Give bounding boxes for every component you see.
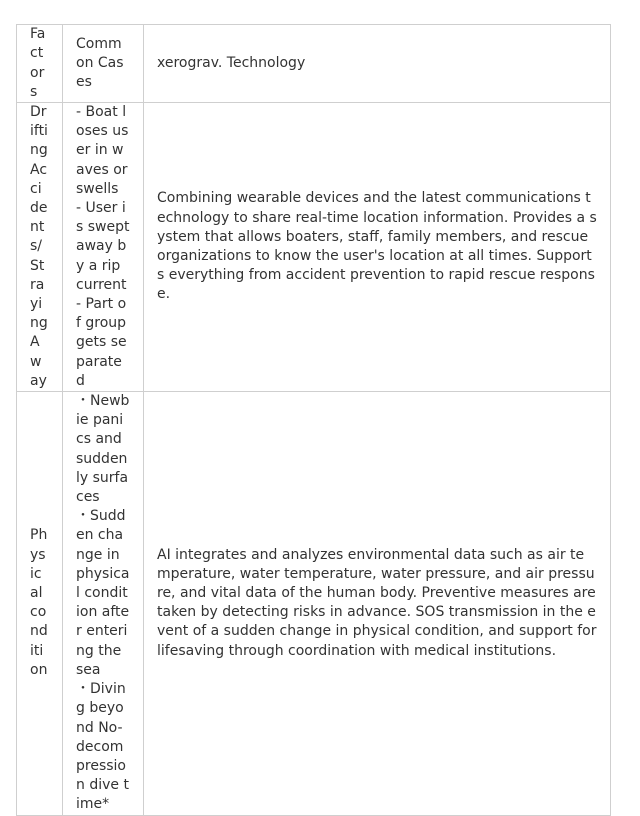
factors-table — [16, 24, 611, 816]
header-common-cases: Common Cases — [63, 25, 144, 103]
header-factors: Factors — [17, 25, 63, 103]
technology-cell: AI integrates and analyzes environmental data such as air temperature, water temperature, water pressure, and air pressure, and vital data of the human body. Preventive measures are taken by detecting risks in advance. SOS transmission in the event of a sudden change in physical condition, and support for lifesaving through coordination with medical institutions. — [144, 392, 611, 815]
factor-cell: Physical condition — [17, 392, 63, 815]
table-row-physical-condition — [17, 392, 611, 815]
table-row-drifting — [17, 103, 611, 392]
table-header-row — [17, 25, 611, 103]
cases-cell: ・Newbie panics and suddenly surfaces ・Sudden change in physical condition after entering the sea ・Diving beyond No-decompression dive time* — [63, 392, 144, 815]
comparison-table-container — [16, 24, 611, 816]
factor-cell: Drifting Accidents/Straying Away — [17, 103, 63, 392]
cases-cell: - Boat loses user in waves or swells - User is swept away by a rip current - Part of group gets separated — [63, 103, 144, 392]
header-technology: xerograv. Technology — [144, 25, 611, 103]
technology-cell: Combining wearable devices and the latest communications technology to share real-time location information. Provides a system that allows boaters, staff, family members, and rescue organizations to know the user's location at all times. Supports everything from accident prevention to rapid rescue response. — [144, 103, 611, 392]
